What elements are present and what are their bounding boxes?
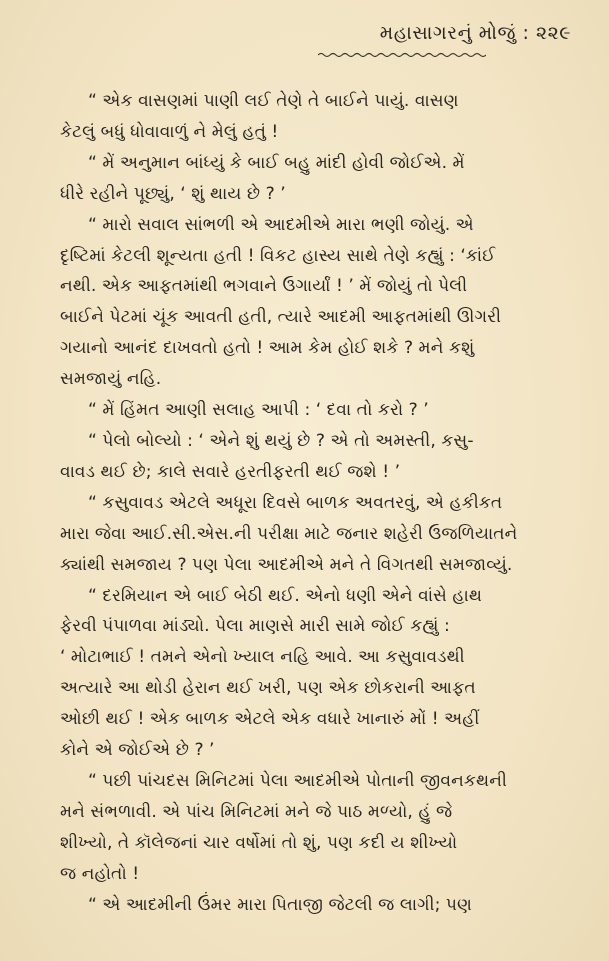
- paragraph: [60, 488, 572, 581]
- text-line: “ પેલો બોલ્યો : ‘ એને શું થયું છે ? એ તો અમસ્તી, કસુ-: [88, 430, 474, 451]
- text-line: સમજાયું નહિ.: [60, 369, 162, 390]
- header-wavy-rule: [318, 52, 486, 58]
- text-line: ધીરે રહીને પૂછ્યું, ‘ શું થાય છે ? ’: [60, 183, 286, 204]
- header-separator: :: [522, 22, 530, 44]
- text-line: ક્યાંથી સમજાય ? પણ પેલા આદમીએ મને તે વિગતથી સમજાવ્યું.: [60, 554, 513, 575]
- text-line: શીખ્યો, તે કૉલેજનાં ચાર વર્ષોમાં તો શું, પણ કદી ય શીખ્યો: [60, 832, 458, 853]
- text-line: અત્યારે આ થોડી હેરાન થઈ ખરી, પણ એક છોકરાની આફત: [60, 678, 476, 699]
- text-line: ફેરવી પંપાળવા માંડ્યો. પેલા માણસે મારી સામે જોઈ કહ્યું :: [60, 616, 450, 637]
- text-line: ઓછી થઈ ! એક બાળક એટલે એક વધારે ખાનારું મોં ! અહીં: [60, 709, 480, 730]
- page-number: ૨૨૯: [535, 22, 571, 44]
- paragraph: [60, 890, 572, 921]
- text-line: “ એક વાસણમાં પાણી લઈ તેણે તે બાઈને પાયું. વાસણ: [88, 91, 459, 111]
- text-line: “ મેં અનુમાન બાંધ્યું કે બાઈ બહુ માંદી હોવી જોઈએ. મેં: [88, 152, 465, 173]
- text-line: જ નહોતો !: [60, 863, 140, 884]
- text-line: ‘ મોટાભાઈ ! તમને એનો ખ્યાલ નહિ આવે. આ કસુવાવડથી: [60, 647, 465, 668]
- running-header: [380, 22, 571, 44]
- text-line: મને સંભળાવી. એ પાંચ મિનિટમાં મને જે પાઠ મળ્યો, હું જે: [60, 801, 453, 822]
- text-line: “ દરમિયાન એ બાઈ બેઠી થઈ. એનો ધણી એને વાંસે હાથ: [88, 585, 483, 606]
- text-line: “ કસુવાવડ એટલે અધૂરા દિવસે બાળક અવતરવું, એ હકીકત: [88, 492, 503, 513]
- text-line: કોને એ જોઈએ છે ? ’: [60, 740, 215, 761]
- paragraph: [60, 86, 572, 148]
- paragraph: [60, 426, 572, 488]
- text-line: વાવડ થઈ છે; કાલે સવારે હરતીફરતી થઈ જશે ! ’: [60, 461, 401, 482]
- text-line: “ એ આદમીની ઉંમર મારા પિતાજી જેટલી જ લાગી; પણ: [88, 894, 472, 915]
- paragraph: [60, 766, 572, 890]
- paragraph: [60, 395, 572, 426]
- header-title: મહાસાગરનું મોજું: [379, 22, 516, 44]
- text-line: બાઈને પેટમાં ચૂંક આવતી હતી, ત્યારે આદમી આફતમાંથી ઊગરી: [60, 307, 502, 328]
- text-line: કેટલું બધું ધોવાવાળું ને મેલું હતું !: [60, 121, 279, 142]
- text-line: નથી. એક આફતમાંથી ભગવાને ઉગાર્યાં ! ’ મેં જોયું તો પેલી: [60, 276, 468, 297]
- text-line: મારા જેવા આઈ.સી.એસ.ની પરીક્ષા માટે જનાર શહેરી ઉજળિયાતને: [60, 523, 518, 544]
- text-line: ગયાનો આનંદ દાખવતો હતો ! આમ કેમ હોઈ શકે ? મને કશું: [60, 338, 475, 359]
- body-text: [60, 86, 572, 920]
- paragraph: [60, 148, 572, 210]
- text-line: “ મેં હિંમત આણી સલાહ આપી : ‘ દવા તો કરો ? ’: [88, 400, 429, 421]
- text-line: “ પછી પાંચદસ મિનિટમાં પેલા આદમીએ પોતાની જીવનકથની: [88, 770, 507, 791]
- text-line: “ મારો સવાલ સાંભળી એ આદમીએ મારા ભણી જોયું. એ: [88, 214, 474, 235]
- text-line: દૃષ્ટિમાં કેટલી શૂન્યતા હતી ! વિકટ હાસ્ય સાથે તેણે કહ્યું : ‘કાંઈ: [60, 245, 496, 266]
- paragraph: [60, 210, 572, 395]
- paragraph: [60, 581, 572, 766]
